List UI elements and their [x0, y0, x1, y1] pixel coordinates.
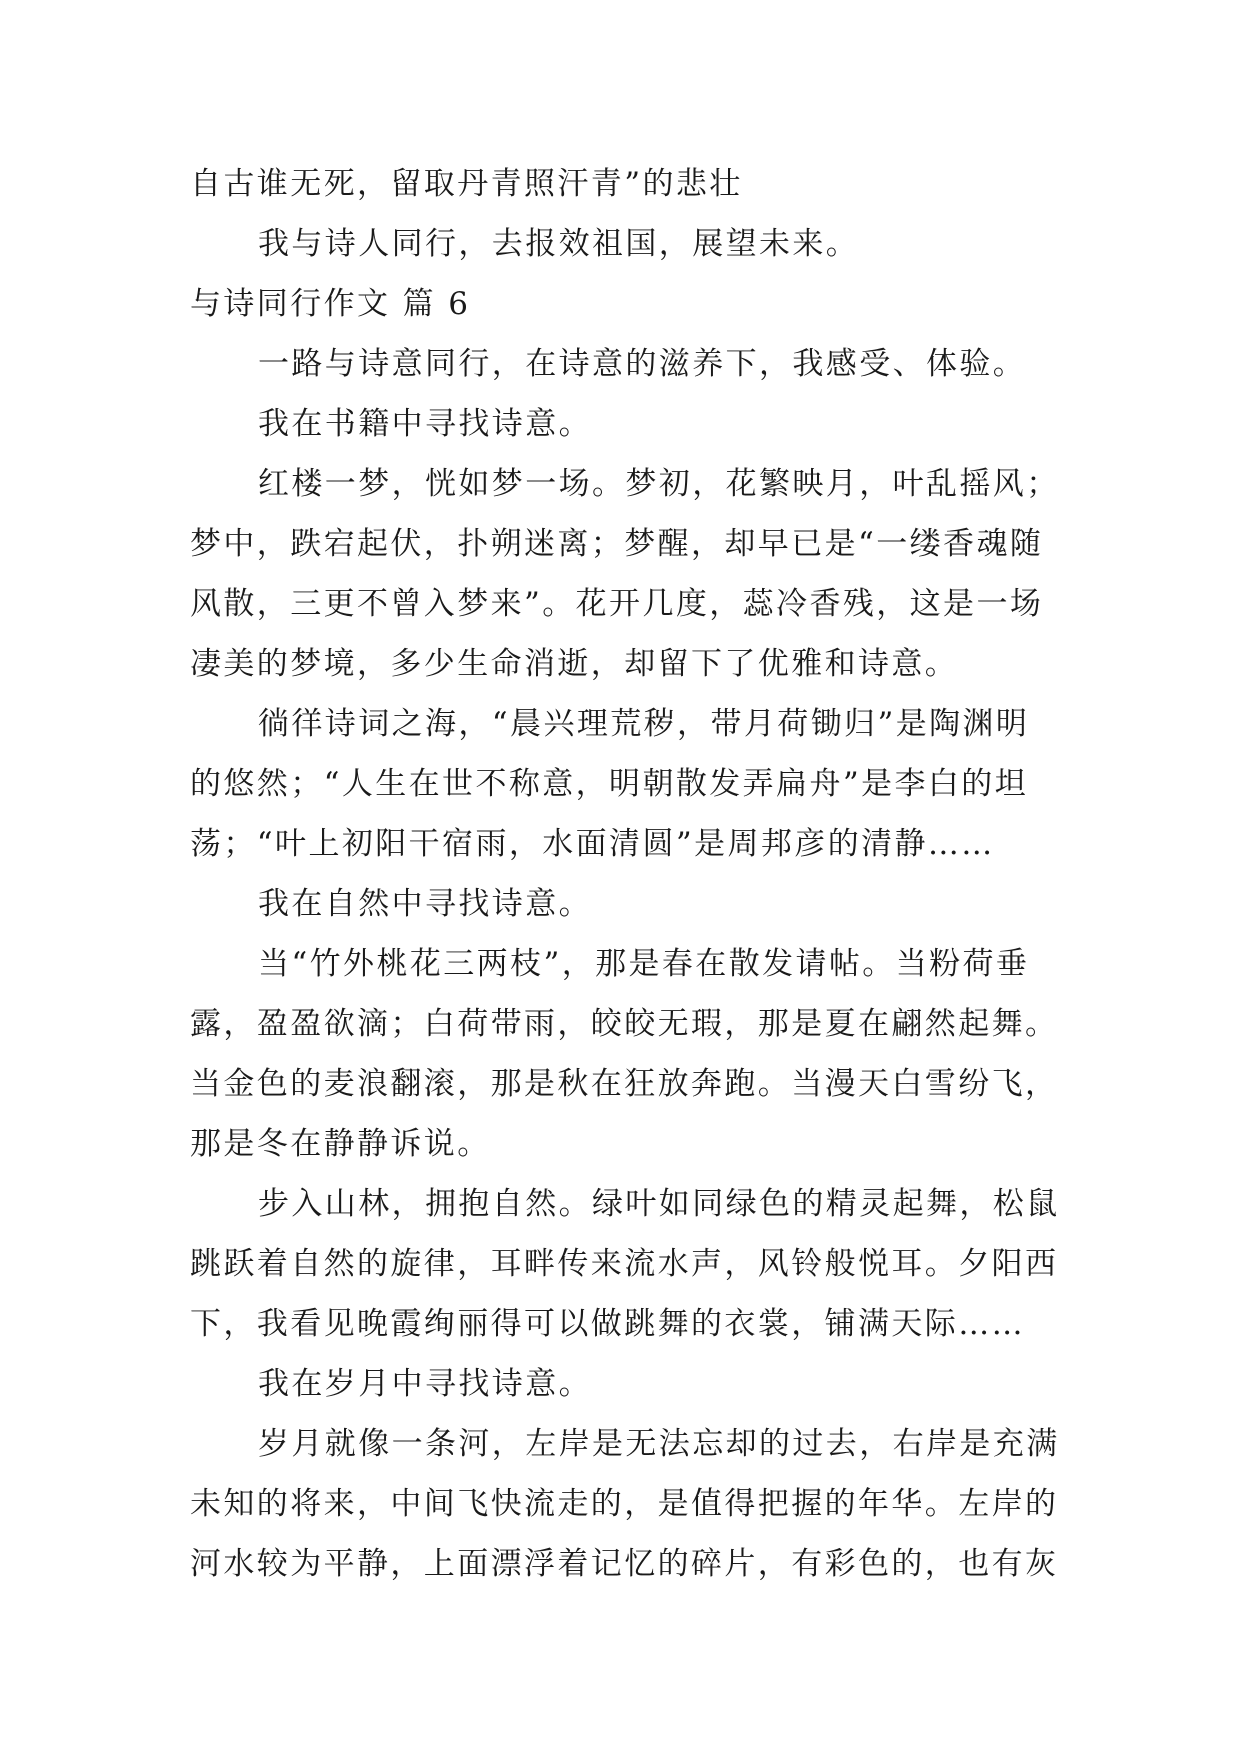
text-line: 未知的将来，中间飞快流走的，是值得把握的年华。左岸的 — [190, 1486, 1059, 1522]
text-line: 岁月就像一条河，左岸是无法忘却的过去，右岸是充满 — [258, 1426, 1060, 1462]
text-line: 步入山林，拥抱自然。绿叶如同绿色的精灵起舞，松鼠 — [258, 1186, 1060, 1222]
text-line: 当“竹外桃花三两枝”，那是春在散发请帖。当粉荷垂 — [258, 946, 1030, 982]
text-line: 跳跃着自然的旋律，耳畔传来流水声，风铃般悦耳。夕阳西 — [190, 1246, 1059, 1282]
text-line: 当金色的麦浪翻滚，那是秋在狂放奔跑。当漫天白雪纷飞， — [190, 1066, 1059, 1102]
text-line: 露，盈盈欲滴；白荷带雨，皎皎无瑕，那是夏在翩然起舞。 — [190, 1006, 1059, 1042]
text-line: 我在书籍中寻找诗意。 — [258, 406, 592, 442]
text-line: 凄美的梦境，多少生命消逝，却留下了优雅和诗意。 — [190, 646, 959, 682]
text-line: 那是冬在静静诉说。 — [190, 1126, 491, 1162]
section-heading: 与诗同行作文 篇 6 — [190, 286, 471, 322]
text-line: 徜徉诗词之海，“晨兴理荒秽，带月荷锄归”是陶渊明 — [258, 706, 1030, 742]
text-line: 河水较为平静，上面漂浮着记忆的碎片，有彩色的，也有灰 — [190, 1546, 1059, 1582]
text-line: 梦中，跌宕起伏，扑朔迷离；梦醒，却早已是“一缕香魂随 — [190, 526, 1044, 562]
text-line: 一路与诗意同行，在诗意的滋养下，我感受、体验。 — [258, 346, 1027, 382]
text-line: 我与诗人同行，去报效祖国，展望未来。 — [258, 226, 860, 262]
text-line: 红楼一梦，恍如梦一场。梦初，花繁映月，叶乱摇风； — [258, 466, 1060, 502]
text-line: 风散，三更不曾入梦来”。花开几度，蕊冷香残，这是一场 — [190, 586, 1044, 622]
text-line: 下，我看见晚霞绚丽得可以做跳舞的衣裳，铺满天际…… — [190, 1306, 1025, 1342]
text-line: 荡；“叶上初阳干宿雨，水面清圆”是周邦彦的清静…… — [190, 826, 995, 862]
text-line: 我在岁月中寻找诗意。 — [258, 1366, 592, 1402]
text-line: 自古谁无死，留取丹青照汗青”的悲壮 — [190, 166, 743, 202]
text-line: 我在自然中寻找诗意。 — [258, 886, 592, 922]
text-line: 的悠然；“人生在世不称意，明朝散发弄扁舟”是李白的坦 — [190, 766, 1029, 802]
